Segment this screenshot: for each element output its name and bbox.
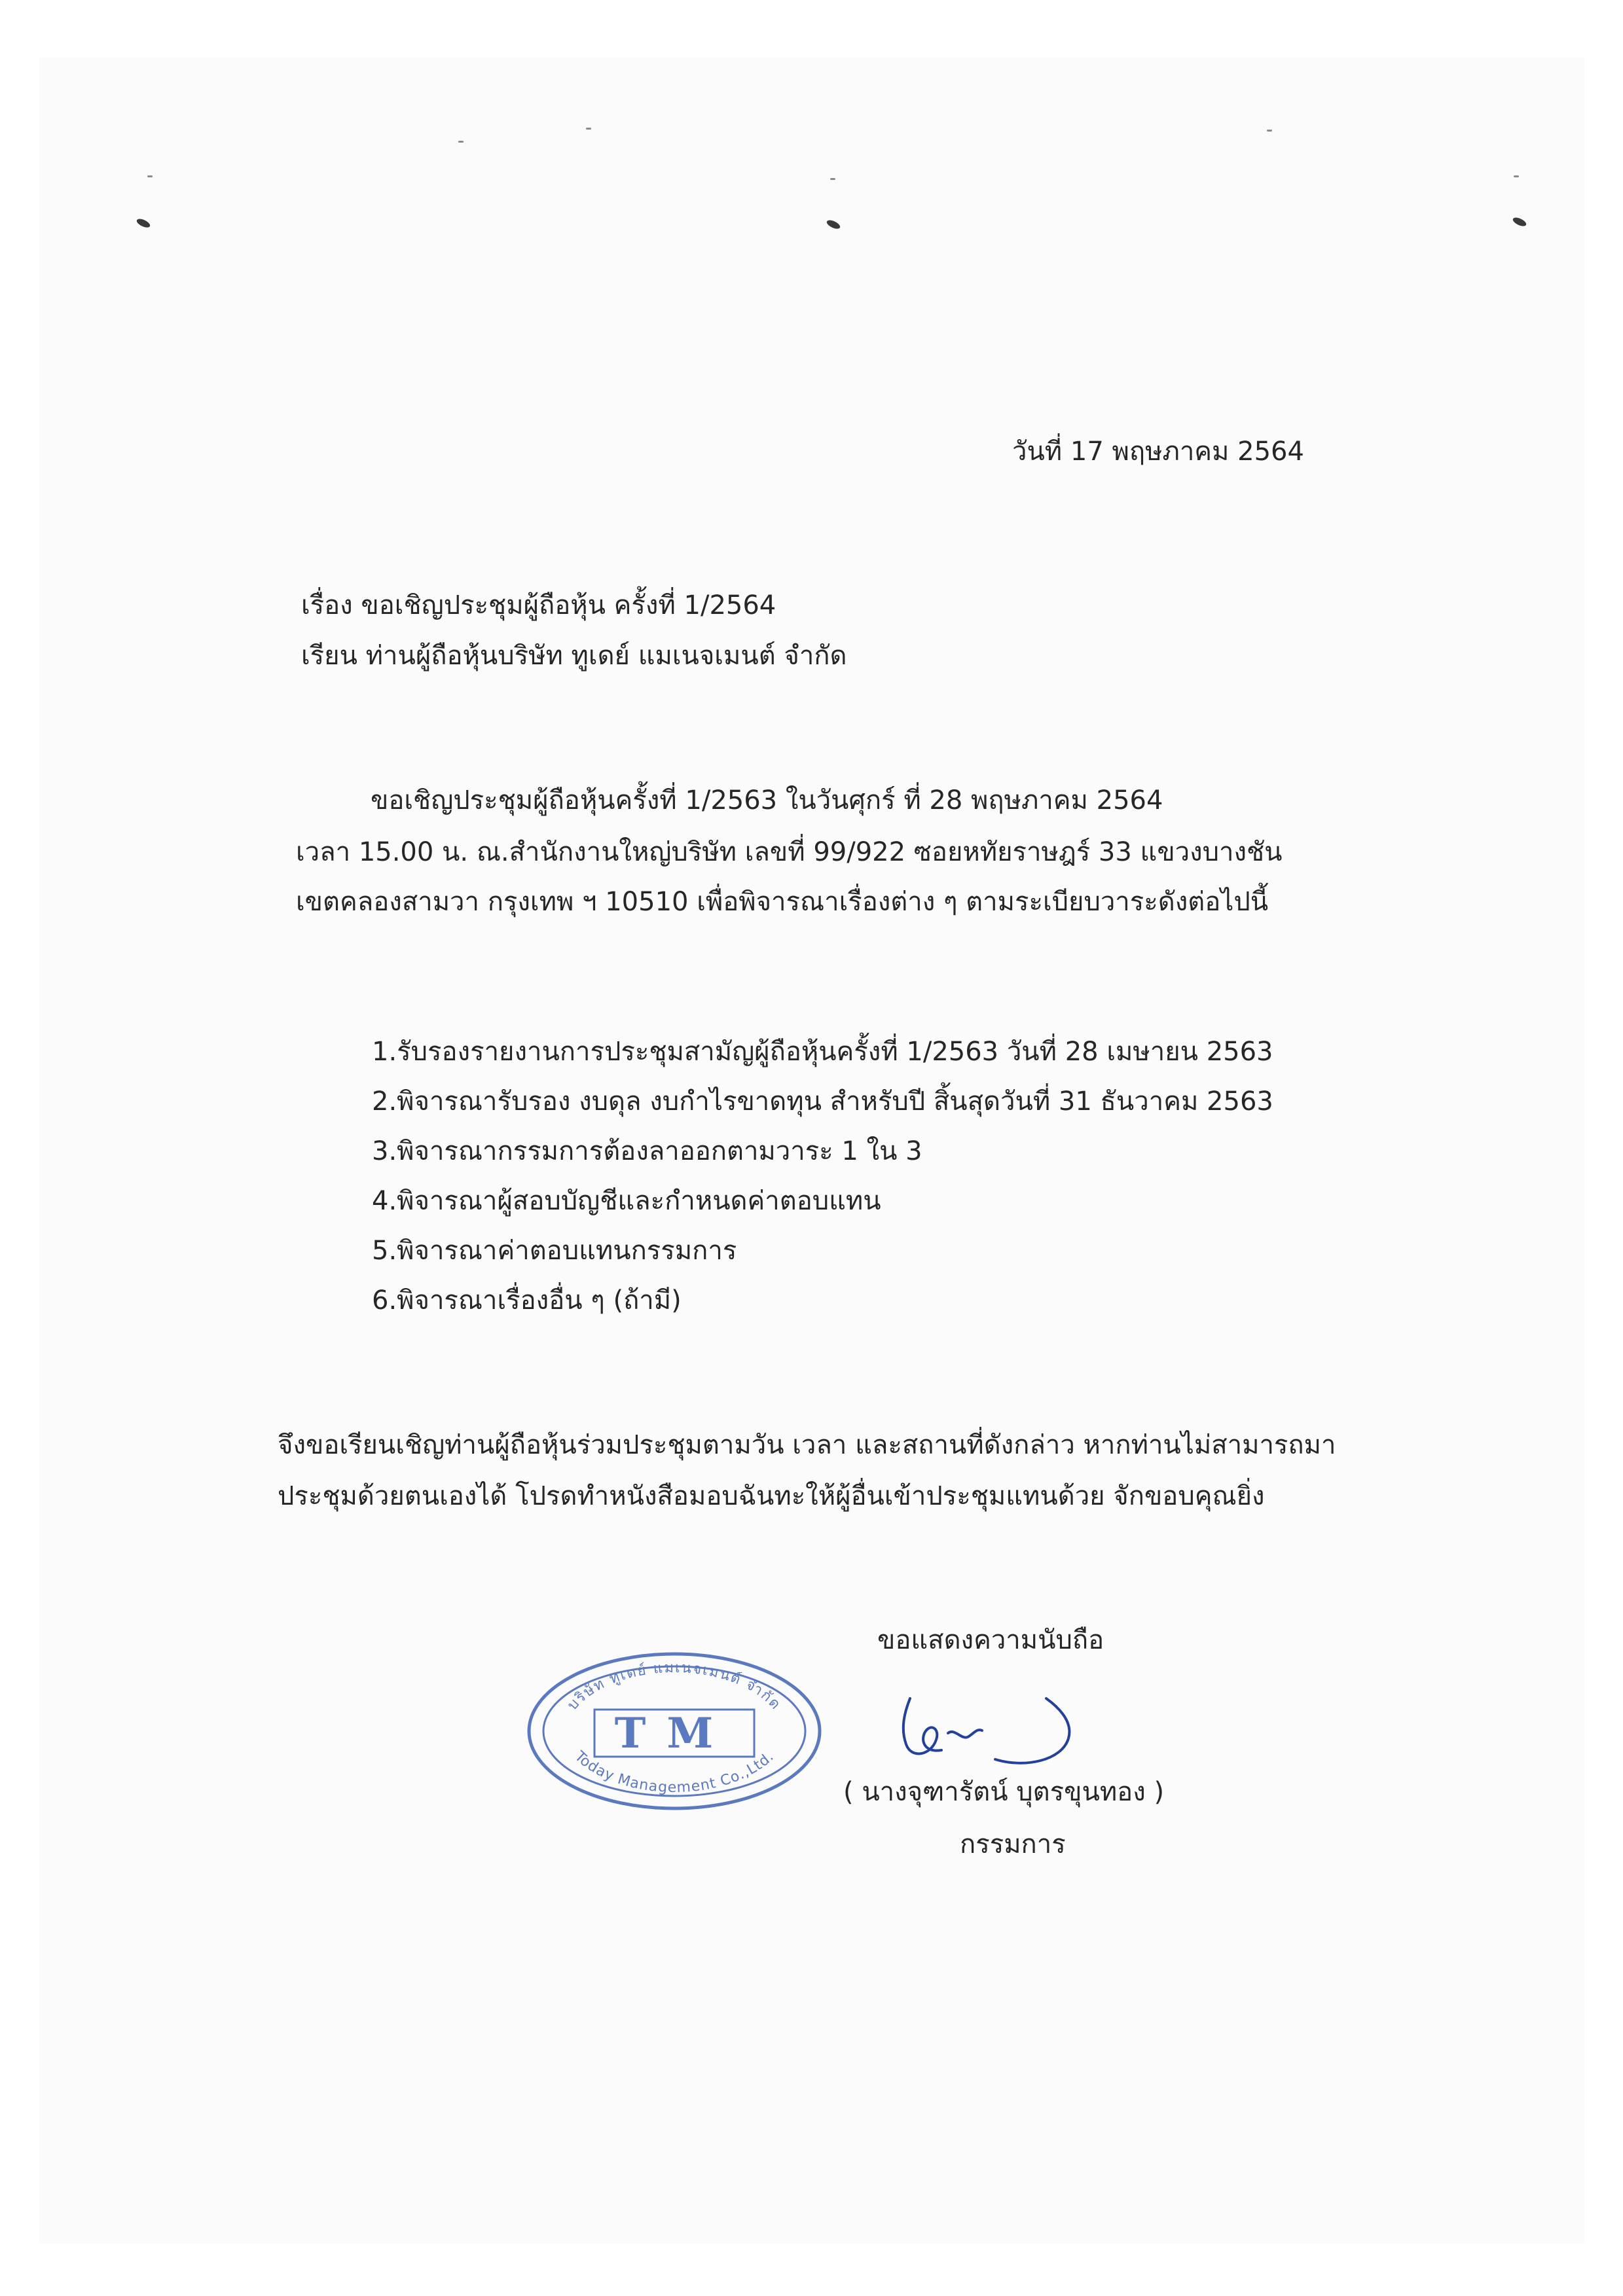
letter-date: วันที่ 17 พฤษภาคม 2564 (1012, 437, 1304, 467)
letter-subject: เรื่อง ขอเชิญประชุมผู้ถือหุ้น ครั้งที่ 1/2564 (301, 590, 776, 620)
agenda-item-3: 3.พิจารณากรรมการต้องลาออกตามวาระ 1 ใน 3 (372, 1136, 922, 1166)
signer-title: กรรมการ (960, 1829, 1066, 1859)
body-line-3: เขตคลองสามวา กรุงเทพ ฯ 10510 เพื่อพิจารณาเรื่องต่าง ๆ ตามระเบียบวาระดังต่อไปนี้ (296, 887, 1269, 917)
agenda-item-4: 4.พิจารณาผู้สอบบัญชีและกำหนดค่าตอบแทน (372, 1186, 881, 1216)
stamp-logo: TM (614, 1709, 735, 1758)
agenda-item-5: 5.พิจารณาค่าตอบแทนกรรมการ (372, 1236, 737, 1266)
scan-speck (147, 175, 153, 177)
scan-speck (1267, 130, 1272, 132)
body-line-2: เวลา 15.00 น. ณ.สำนักงานใหญ่บริษัท เลขที่ 99/922 ซอยหทัยราษฎร์ 33 แขวงบางชัน (296, 837, 1283, 867)
closing-line-2: ประชุมด้วยตนเองได้ โปรดทำหนังสือมอบฉันทะให้ผู้อื่นเข้าประชุมแทนด้วย จักขอบคุณยิ่ง (278, 1481, 1265, 1511)
handwritten-signature (890, 1682, 1106, 1780)
scan-speck (458, 141, 464, 143)
signature-stroke-2 (948, 1730, 982, 1738)
regards-text: ขอแสดงความนับถือ (877, 1625, 1104, 1655)
scan-speck (830, 178, 835, 180)
company-stamp (524, 1649, 825, 1813)
closing-line-1: จึงขอเรียนเชิญท่านผู้ถือหุ้นร่วมประชุมตามวัน เวลา และสถานที่ดังกล่าว หากท่านไม่สามารถมา (278, 1430, 1336, 1460)
signer-name: ( นางจุฑารัตน์ บุตรขุนทอง ) (843, 1777, 1165, 1807)
scan-speck (1514, 175, 1519, 177)
agenda-item-6: 6.พิจารณาเรื่องอื่น ๆ (ถ้ามี) (372, 1285, 682, 1316)
stamp-top-text: บริษัท ทูเดย์ แมเนจเมนต์ จำกัด (564, 1659, 784, 1714)
body-line-1: ขอเชิญประชุมผู้ถือหุ้นครั้งที่ 1/2563 ในวันศุกร์ ที่ 28 พฤษภาคม 2564 (371, 785, 1163, 816)
signature-stroke-3 (995, 1698, 1069, 1763)
agenda-item-1: 1.รับรองรายงานการประชุมสามัญผู้ถือหุ้นครั้งที่ 1/2563 วันที่ 28 เมษายน 2563 (372, 1037, 1273, 1067)
scan-speck (586, 128, 591, 130)
agenda-item-2: 2.พิจารณารับรอง งบดุล งบกำไรขาดทุน สำหรับปี สิ้นสุดวันที่ 31 ธันวาคม 2563 (372, 1086, 1273, 1117)
letter-recipient: เรียน ท่านผู้ถือหุ้นบริษัท ทูเดย์ แมเนจเมนต์ จำกัด (301, 641, 847, 671)
signature-stroke-1 (903, 1698, 941, 1753)
stamp-bottom-text: Today Management Co.,Ltd. (571, 1748, 778, 1797)
